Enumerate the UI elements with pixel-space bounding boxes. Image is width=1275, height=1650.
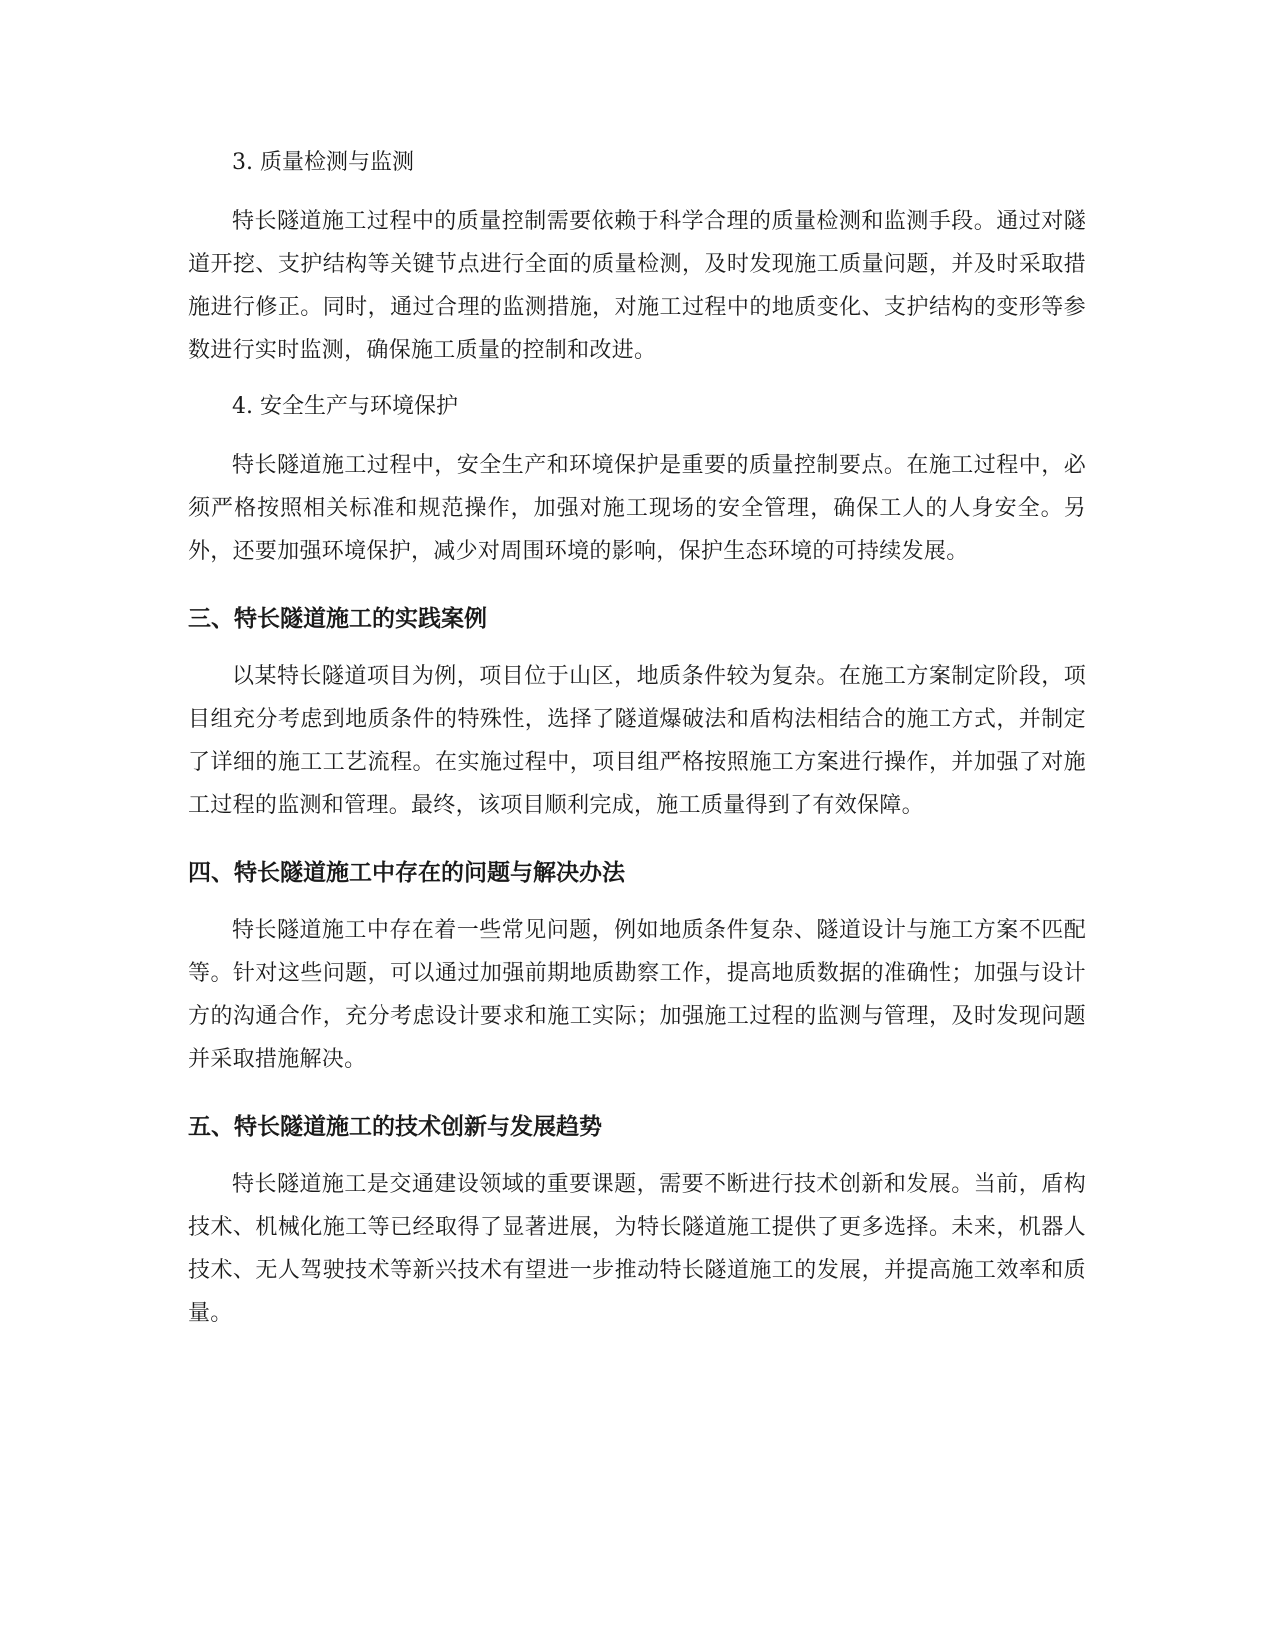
paragraph-innovation-trends: 特长隧道施工是交通建设领域的重要课题，需要不断进行技术创新和发展。当前，盾构技术、机械化施工等已经取得了显著进展，为特长隧道施工提供了更多选择。未来，机器人技术、无人驾驶技术等新兴技术有望进一步推动特长隧道施工的发展，并提高施工效率和质量。	[188, 1172, 1086, 1326]
subheading-safety-environment: 4. 安全生产与环境保护	[232, 394, 458, 419]
document-body	[188, 148, 1086, 1355]
paragraph-quality-inspection: 特长隧道施工过程中的质量控制需要依赖于科学合理的质量检测和监测手段。通过对隧道开挖、支护结构等关键节点进行全面的质量检测，及时发现施工质量问题，并及时采取措施进行修正。同时，通过合理的监测措施，对施工过程中的地质变化、支护结构的变形等参数进行实时监测，确保施工质量的控制和改进。	[188, 209, 1086, 363]
section-heading-innovation-trends: 五、特长隧道施工的技术创新与发展趋势	[188, 1114, 602, 1140]
section-heading-practice-case: 三、特长隧道施工的实践案例	[188, 606, 487, 632]
paragraph-safety-environment: 特长隧道施工过程中，安全生产和环境保护是重要的质量控制要点。在施工过程中，必须严格按照相关标准和规范操作，加强对施工现场的安全管理，确保工人的人身安全。另外，还要加强环境保护，减少对周围环境的影响，保护生态环境的可持续发展。	[188, 453, 1086, 564]
paragraph-problems-solutions: 特长隧道施工中存在着一些常见问题，例如地质条件复杂、隧道设计与施工方案不匹配等。针对这些问题，可以通过加强前期地质勘察工作，提高地质数据的准确性；加强与设计方的沟通合作，充分考虑设计要求和施工实际；加强施工过程的监测与管理，及时发现问题并采取措施解决。	[188, 918, 1086, 1072]
section-heading-problems-solutions: 四、特长隧道施工中存在的问题与解决办法	[188, 860, 625, 886]
paragraph-practice-case: 以某特长隧道项目为例，项目位于山区，地质条件较为复杂。在施工方案制定阶段，项目组充分考虑到地质条件的特殊性，选择了隧道爆破法和盾构法相结合的施工方式，并制定了详细的施工工艺流程。在实施过程中，项目组严格按照施工方案进行操作，并加强了对施工过程的监测和管理。最终，该项目顺利完成，施工质量得到了有效保障。	[188, 664, 1086, 818]
subheading-quality-inspection: 3. 质量检测与监测	[232, 150, 414, 175]
